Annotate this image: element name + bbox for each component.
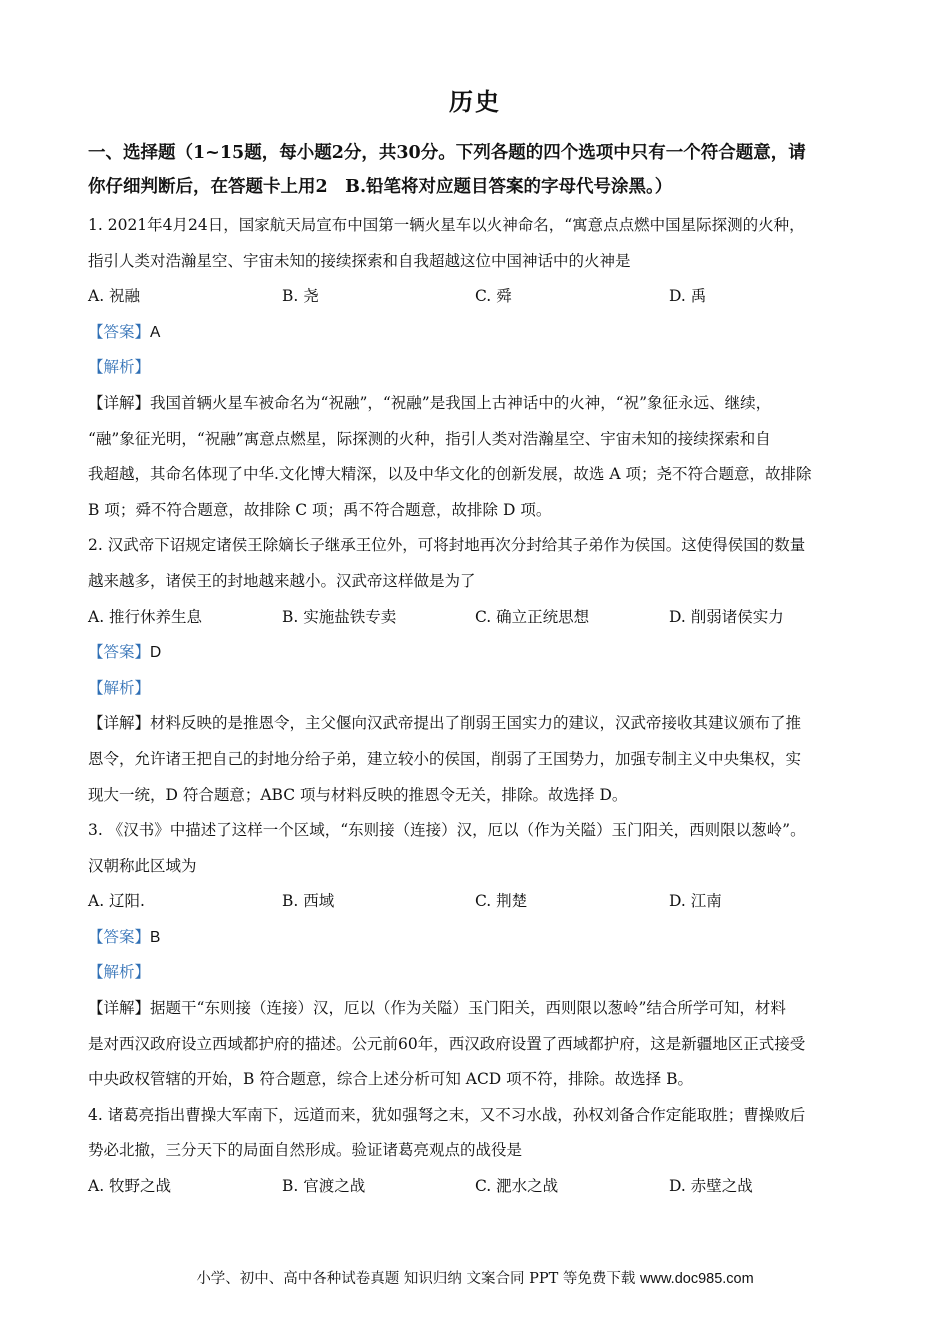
question-1 bbox=[88, 208, 878, 528]
answer-value: D bbox=[150, 644, 162, 662]
section-heading-line-1: 一、选择题（1~15题，每小题2分，共30分。下列各题的四个选项中只有一个符合题意，请 bbox=[88, 143, 806, 163]
page-title: 历史 bbox=[449, 87, 501, 116]
option-d: D. 削弱诸侯实力 bbox=[669, 607, 784, 626]
detail-line: 中央政权管辖的开始，B 符合题意，综合上述分析可知 ACD 项不符，排除。故选择 B。 bbox=[88, 1070, 693, 1089]
option-c: C. 荆楚 bbox=[475, 892, 528, 911]
question-stem-line: 3. 《汉书》中描述了这样一个区域，“东则接（连接）汉，厄以（作为关隘）玉门阳关，西则限以葱岭”。 bbox=[88, 821, 806, 840]
question-stem-line: 4. 诸葛亮指出曹操大军南下，远道而来，犹如强弩之末，又不习水战，孙权刘备合作定能取胜；曹操败后 bbox=[88, 1105, 806, 1124]
option-c: C. 淝水之战 bbox=[475, 1177, 559, 1196]
option-b: B. 尧 bbox=[282, 287, 319, 306]
page-footer bbox=[0, 1267, 950, 1288]
detail-line: 是对西汉政府设立西域都护府的描述。公元前60年，西汉政府设置了西域都护府，这是新疆地区正式接受 bbox=[88, 1034, 806, 1053]
detail-tag: 【详解】 bbox=[88, 999, 151, 1018]
question-stem-line: 1. 2021年4月24日，国家航天局宣布中国第一辆火星车以火神命名，“寓意点点燃中国星际探测的火种， bbox=[88, 216, 805, 234]
option-b: B. 实施盐铁专卖 bbox=[282, 607, 397, 626]
option-a: A. 牧野之战 bbox=[88, 1177, 172, 1196]
answer-value: B bbox=[150, 928, 161, 946]
analysis-line bbox=[88, 955, 878, 991]
footer-text: 小学、初中、高中各种试卷真题 知识归纳 文案合同 PPT 等免费下载 bbox=[196, 1271, 636, 1287]
answer-line bbox=[88, 920, 878, 956]
options-row bbox=[88, 600, 878, 636]
question-list bbox=[88, 208, 878, 1205]
option-a: A. 辽阳. bbox=[88, 892, 145, 911]
answer-tag: 【答案】 bbox=[88, 927, 151, 946]
answer-line bbox=[88, 315, 878, 351]
question-stem-line: 越来越多，诸侯王的封地越来越小。汉武帝这样做是为了 bbox=[88, 571, 476, 590]
options-row bbox=[88, 1169, 878, 1205]
analysis-tag: 【解析】 bbox=[88, 963, 151, 982]
detail-tag: 【详解】 bbox=[88, 393, 151, 412]
question-stem-line: 2. 汉武帝下诏规定诸侯王除嫡长子继承王位外，可将封地再次分封给其子弟作为侯国。这使得侯国的数量 bbox=[88, 536, 806, 555]
option-b: B. 官渡之战 bbox=[282, 1177, 366, 1196]
option-a: A. 祝融 bbox=[88, 287, 141, 306]
answer-tag: 【答案】 bbox=[88, 322, 151, 341]
analysis-line bbox=[88, 350, 878, 386]
detail-text: 材料反映的是推恩令，主父偃向汉武帝提出了削弱王国实力的建议，汉武帝接收其建议颁布了推 bbox=[150, 714, 802, 733]
question-stem-line: 势必北撤，三分天下的局面自然形成。验证诸葛亮观点的战役是 bbox=[88, 1141, 523, 1160]
option-d: D. 赤壁之战 bbox=[669, 1177, 753, 1196]
section-heading bbox=[88, 136, 868, 204]
option-d: D. 禹 bbox=[669, 287, 707, 306]
detail-line: B 项；舜不符合题意，故排除 C 项；禹不符合题意，故排除 D 项。 bbox=[88, 500, 552, 519]
footer-link[interactable]: www.doc985.com bbox=[640, 1271, 754, 1287]
detail-text: 我国首辆火星车被命名为“祝融”，“祝融”是我国上古神话中的火神，“祝”象征永远、继续， bbox=[150, 393, 772, 412]
question-4 bbox=[88, 1098, 878, 1205]
option-a: A. 推行休养生息 bbox=[88, 607, 203, 626]
answer-value: A bbox=[150, 323, 161, 341]
option-d: D. 江南 bbox=[669, 892, 722, 911]
question-stem-line: 指引人类对浩瀚星空、宇宙未知的接续探索和自我超越这位中国神话中的火神是 bbox=[88, 251, 631, 270]
detail-line bbox=[88, 706, 878, 742]
option-c: C. 舜 bbox=[475, 287, 512, 306]
detail-line: “融”象征光明，“祝融”寓意点燃星，际探测的火种，指引人类对浩瀚星空、宇宙未知的接续探索和自 bbox=[88, 429, 771, 448]
analysis-tag: 【解析】 bbox=[88, 678, 151, 697]
analysis-line bbox=[88, 671, 878, 707]
detail-tag: 【详解】 bbox=[88, 714, 151, 733]
detail-line: 现大一统，D 符合题意；ABC 项与材料反映的推恩令无关，排除。故选择 D。 bbox=[88, 785, 628, 804]
detail-line bbox=[88, 991, 878, 1027]
question-stem-line: 汉朝称此区域为 bbox=[88, 856, 197, 875]
question-3 bbox=[88, 813, 878, 1098]
answer-line bbox=[88, 635, 878, 671]
question-2 bbox=[88, 528, 878, 813]
detail-line bbox=[88, 386, 878, 422]
detail-line: 我超越，其命名体现了中华.文化博大精深，以及中华文化的创新发展，故选 A 项；尧不符合题意，故排除 bbox=[88, 465, 812, 484]
detail-line: 恩令，允许诸王把自己的封地分给子弟，建立较小的侯国，削弱了王国势力，加强专制主义中央集权，实 bbox=[88, 749, 802, 768]
detail-text: 据题干“东则接（连接）汉，厄以（作为关隘）玉门阳关，西则限以葱岭”结合所学可知，材料 bbox=[150, 999, 786, 1018]
options-row bbox=[88, 279, 878, 315]
analysis-tag: 【解析】 bbox=[88, 358, 151, 377]
answer-tag: 【答案】 bbox=[88, 643, 151, 662]
option-c: C. 确立正统思想 bbox=[475, 607, 590, 626]
section-heading-line-2: 你仔细判断后，在答题卡上用2 B.铅笔将对应题目答案的字母代号涂黑。） bbox=[88, 177, 673, 197]
option-b: B. 西域 bbox=[282, 892, 335, 911]
options-row bbox=[88, 884, 878, 920]
